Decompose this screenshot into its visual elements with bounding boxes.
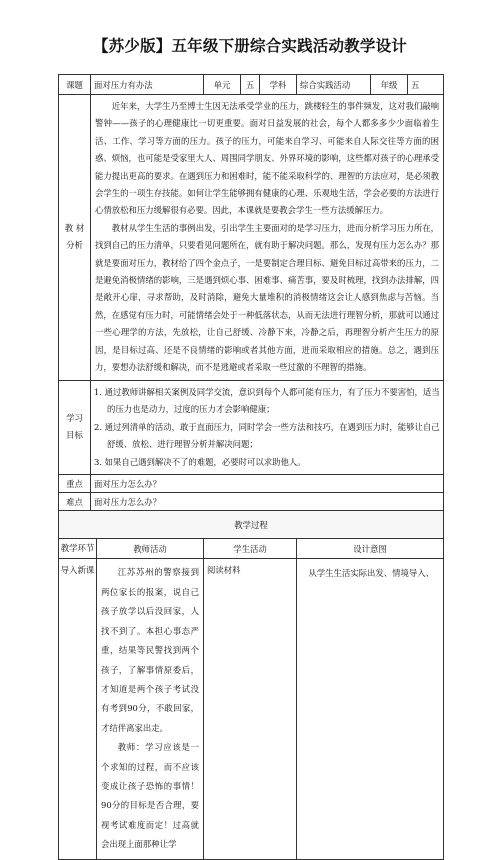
process-row [59, 559, 444, 859]
process-title: 教学过程 [59, 511, 444, 539]
column-header-design: 设计意图 [297, 539, 444, 559]
difficulty-row [59, 493, 444, 511]
subject-value: 综合实践活动 [297, 75, 371, 95]
analysis-paragraph: 近年来，大学生乃至博士生因无法承受学业的压力，跳楼轻生的事件频发，这对我们敲响警钟——孩子的心理健康比一切更重要。面对日益发展的社会，每个人都多多少少面临着生活、工作、学习等方面的压力。孩子的压力，可能来自学习、可能来自人际交往等方面的困惑、烦恼，也可能是受家里大人、周围同学朋友、外界环境的影响，这些都对孩子的心理承受能力提出更高的要求。在遇到压力和困难时，能不能采取科学的、理智的方法应对，是必须教会学生的一项生存技能。如何让学生能够拥有健康的心理、乐观地生活，学会必要的方法进行心情放松和压力缓解很有必要。因此，本课就是要教会学生一些方法缓解压力。 [95, 101, 439, 216]
objective-item: 2. 通过列清单的活动，敢于直面压力，同时学会一些方法和技巧，在遇到压力时，能够让自己舒缓、放松、进行理智分析并解决问题； [94, 421, 440, 450]
header-row [59, 75, 444, 95]
student-activity: 阅读材料 [204, 559, 297, 859]
analysis-row [59, 95, 444, 381]
objectives-content [91, 380, 444, 475]
column-header-stage-label: 教学环节 [59, 539, 97, 558]
objectives-label: 学习 目标 [59, 380, 91, 475]
process-row-left [59, 559, 204, 859]
teacher-activity-paragraph: 教师：学习应该是一个求知的过程，而不应该变成让孩子恐怖的事情！ 90分的目标是否合理，要视考试难度而定！过高就会出现上面那种让学 [101, 742, 199, 850]
difficulty-label: 难点 [59, 493, 91, 511]
column-header-student: 学生活动 [204, 539, 297, 559]
column-header-teacher: 教师活动 [133, 543, 167, 554]
teacher-activity [97, 559, 203, 858]
key-point-row [59, 475, 444, 493]
document-title: 【苏少版】五年级下册综合实践活动教学设计 [92, 36, 407, 55]
grade-label: 年级 [371, 75, 408, 95]
unit-value: 五 [241, 75, 260, 95]
analysis-label: 教 材 分析 [59, 95, 91, 381]
topic-value: 面对压力有办法 [91, 75, 204, 95]
process-stage: 导入新课 [59, 559, 97, 858]
column-header-stage [59, 539, 204, 559]
subject-label: 学科 [260, 75, 297, 95]
lesson-plan-frame [58, 74, 443, 850]
topic-label: 课题 [59, 75, 91, 95]
unit-label: 单元 [204, 75, 241, 95]
grade-value: 五 [408, 75, 444, 95]
analysis-paragraph: 教材从学生生活的事例出发，引出学生主要面对的是学习压力，进而分析学习压力所在，找到自己的压力清单，只要看见问题所在，就有助于解决问题。那么，发现有压力怎么办？那就是要面对压力，教材给了四个金点子，一是要制定合理目标、避免目标过高带来的压力，二是避免消极情绪的影响，三是遇到烦心事、困难事、痛苦事，要及时梳理，找到办法排解，四是敞开心扉，寻求帮助，及时消除，避免大量堆积的消极情绪这会让人感到焦虑与苦恼。当然，在感觉有压力时，可能情绪会处于一种低落状态，从而无法进行理智分析，那就可以通过一些心理学的方法，先放松，让自己舒缓、冷静下来，冷静之后，再理智分析产生压力的原因，是目标过高、还是不良情绪的影响或者其他方面，进而采取相应的措施。总之，遇到压力，要想办法舒缓和解决，而不是逃避或者采取一些过激的不理智的措施。 [95, 222, 439, 373]
key-point-value: 面对压力怎么办？ [91, 475, 444, 493]
process-column-headers [59, 539, 444, 559]
teacher-activity-paragraph: 江苏苏州的警察接到两位家长的报案，说自己孩子放学以后没回家，人找不到了。本担心事态严重，结果等民警找到两个孩子，了解事情原委后，才知道是两个孩子考试没有考到90分，不敢回家，才结伴离家出走。 [101, 567, 199, 733]
lesson-plan-table [58, 74, 444, 860]
objective-item: 1. 通过教师讲解相关案例及同学交流，意识到每个人都可能有压力，有了压力不要害怕，适当的压力也是动力，过度的压力才会影响健康； [94, 386, 440, 415]
design-intent: 从学生生活实际出发、情境导入、 [297, 559, 444, 859]
objectives-row [59, 380, 444, 475]
difficulty-value: 面对压力怎么办？ [91, 493, 444, 511]
objective-item: 3. 如果自己遇到解决不了的难题，必要时可以求助他人。 [94, 456, 306, 467]
key-point-label: 重点 [59, 475, 91, 493]
process-title-row [59, 511, 444, 539]
analysis-content [91, 95, 444, 381]
